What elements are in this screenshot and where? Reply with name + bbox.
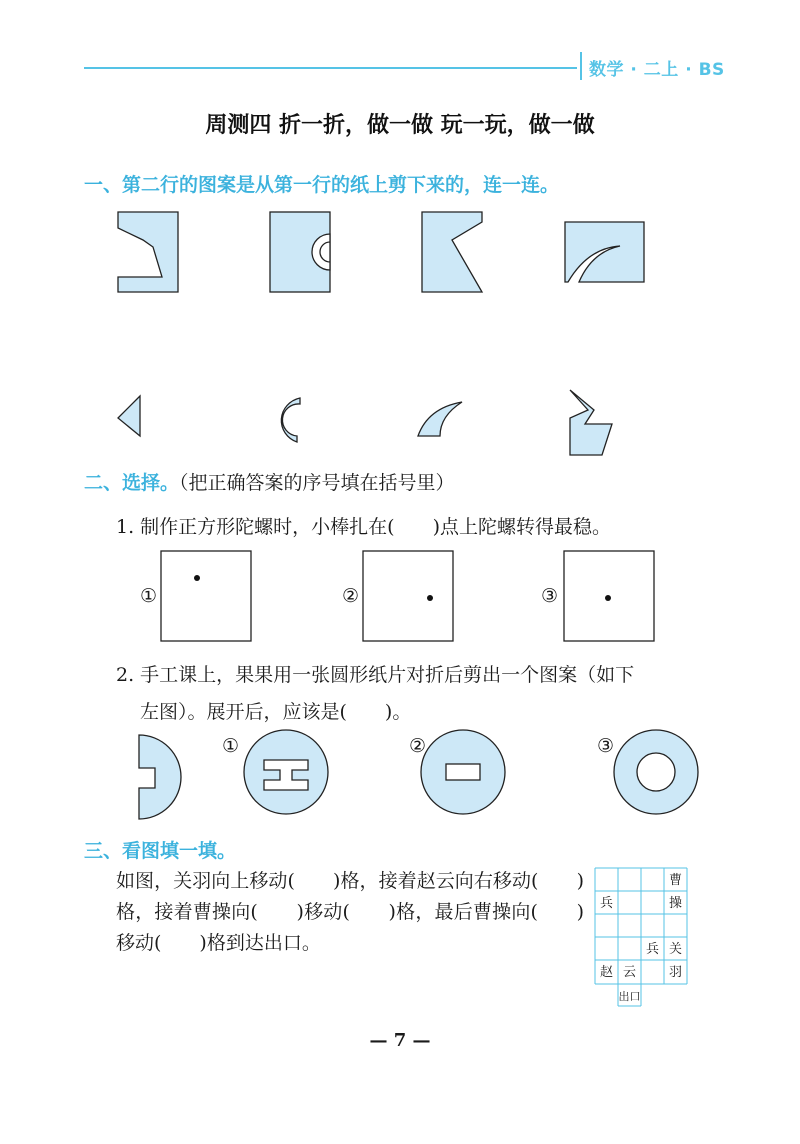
page-title: 周测四 折一折，做一做 玩一玩，做一做 bbox=[205, 113, 595, 138]
grid-cell-cao: 曹 bbox=[668, 873, 683, 888]
question-2-line-2: 左图）。展开后，应该是( )。 bbox=[140, 701, 412, 723]
section3-heading: 三、看图填一填。 bbox=[84, 840, 237, 862]
header-tag: 数学 · 二上 · BS bbox=[589, 60, 725, 80]
q1-option-2-label: ② bbox=[342, 585, 360, 607]
question-2-line-1: 2. 手工课上，果果用一张圆形纸片对折后剪出一个图案（如下 bbox=[116, 664, 635, 686]
q1-option-3-label: ③ bbox=[541, 585, 559, 607]
question-1: 1. 制作正方形陀螺时，小棒扎在( )点上陀螺转得最稳。 bbox=[116, 516, 611, 538]
grid-exit-label: 出口 bbox=[618, 990, 641, 1003]
section2-note: （把正确答案的序号填在括号里） bbox=[179, 472, 455, 494]
section2-title: 二、选择。 bbox=[84, 472, 180, 494]
grid-cell-bing-1: 兵 bbox=[599, 896, 614, 911]
page-number: — 7 — bbox=[369, 1030, 431, 1051]
q1-option-1-label: ① bbox=[140, 585, 158, 607]
q2-option-2-label: ② bbox=[409, 735, 427, 757]
grid-cell-cao-2: 操 bbox=[668, 896, 683, 911]
grid-cell-yu: 羽 bbox=[668, 965, 683, 980]
q2-option-1-label: ① bbox=[222, 735, 240, 757]
section1-heading: 一、第二行的图案是从第一行的纸上剪下来的，连一连。 bbox=[84, 174, 560, 196]
section3-text: 如图，关羽向上移动( )格，接着赵云向右移动( )格，接着曹操向( )移动( )格，最后曹操向( )移动( )格到达出口。 bbox=[116, 870, 584, 954]
grid-cell-zhao: 赵 bbox=[599, 965, 614, 980]
grid-cell-guan: 关 bbox=[668, 942, 683, 957]
grid-cell-yun: 云 bbox=[622, 965, 637, 980]
q2-option-3-label: ③ bbox=[597, 735, 615, 757]
grid-cell-bing-2: 兵 bbox=[645, 942, 660, 957]
